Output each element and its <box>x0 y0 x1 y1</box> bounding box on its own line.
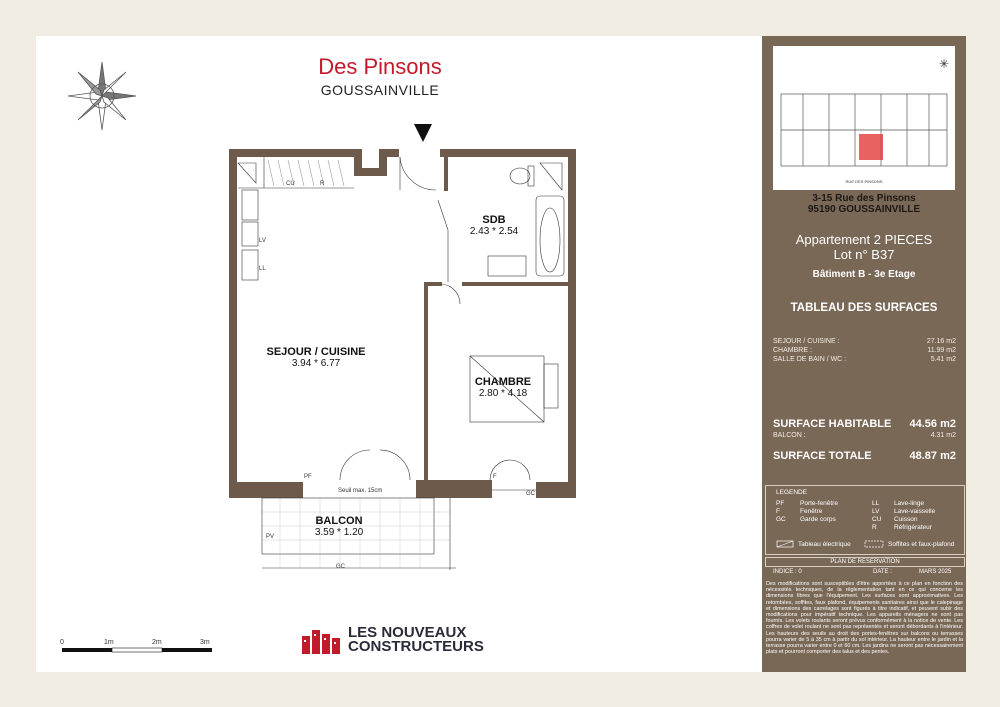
room-sejour-name: SEJOUR / CUISINE <box>266 346 366 358</box>
label-cu: CU <box>286 181 295 187</box>
residence-title: Des Pinsons <box>318 54 442 79</box>
surface-label: SEJOUR / CUISINE : <box>773 338 840 345</box>
legend-code: F <box>776 508 780 515</box>
legend-box <box>765 485 965 555</box>
room-sdb <box>466 214 522 237</box>
surface-value: 27.16 m2 <box>926 338 956 345</box>
scale-bar <box>62 648 212 652</box>
legend-code: PF <box>776 500 785 507</box>
totale-row <box>773 450 956 462</box>
date-value: MARS 2025 <box>919 569 952 575</box>
legend-code: LL <box>872 500 880 507</box>
totale-value: 48.87 m2 <box>909 450 956 462</box>
city-subtitle: GOUSSAINVILLE <box>320 82 440 98</box>
info-panel <box>762 36 966 672</box>
city-logo-icon <box>300 626 344 654</box>
legend-text: Cuisson <box>894 516 918 523</box>
legend-text: Lave-vaisselle <box>894 508 936 515</box>
legend-text: Réfrigérateur <box>894 524 932 531</box>
location-thumbnail <box>773 46 955 190</box>
logo-line1: LES NOUVEAUX <box>348 624 467 641</box>
building-floor: Bâtiment B - 3e Etage <box>812 269 916 280</box>
surface-row <box>773 347 956 354</box>
legend-text: Porte-fenêtre <box>800 500 838 507</box>
label-ll: LL <box>259 266 266 272</box>
legend-text: Garde corps <box>800 516 836 523</box>
svg-text:✳: ✳ <box>939 57 950 71</box>
room-balcon-dim: 3.59 * 1.20 <box>314 527 364 538</box>
address <box>762 193 966 215</box>
entrance-arrow-icon <box>414 124 432 142</box>
room-chambre-name: CHAMBRE <box>474 376 532 388</box>
logo-line2: CONSTRUCTEURS <box>348 638 484 655</box>
balcon-value: 4.31 m2 <box>930 432 956 439</box>
scale-2m: 2m <box>152 639 162 646</box>
surface-value: 5.41 m2 <box>930 356 956 363</box>
totale-label: SURFACE TOTALE <box>773 450 872 462</box>
habitable-value: 44.56 m2 <box>909 418 956 430</box>
room-sdb-name: SDB <box>482 214 506 226</box>
surface-label: CHAMBRE : <box>773 347 812 354</box>
room-sdb-dim: 2.43 * 2.54 <box>469 226 519 237</box>
surface-row <box>773 356 956 363</box>
address-line1: 3-15 Rue des Pinsons <box>812 193 916 204</box>
room-sejour-dim: 3.94 * 6.77 <box>291 358 341 369</box>
legend-code: R <box>872 524 877 531</box>
balcon-label: BALCON : <box>773 432 806 439</box>
room-balcon <box>310 515 368 538</box>
legend-soffites: Soffites et faux-plafond <box>888 541 955 548</box>
scale-1m: 1m <box>104 639 114 646</box>
label-gc-chambre: GC <box>526 491 535 497</box>
room-sejour <box>258 346 374 369</box>
address-line2: 95190 GOUSSAINVILLE <box>807 204 921 215</box>
surface-label: SALLE DE BAIN / WC : <box>773 356 847 363</box>
disclaimer-notes: Des modifications sont susceptibles d'être apportées à ce plan en fonction des nécessités techniques, de la réglementation tant en ce qui concerne les dimensions libres que l'équipement. Les surfaces sont approximatives. Les retombées, soffites, faux plafond, équipements sanitaires ainsi que le calepinage et dimensions des carrelages sont figurés à titre indicatif, et peuvent subir des modifications pour impératif technique. Les appareils ménagers ne sont pas fournis. Les volets roulants seront prévus conformément à la notice de vente. Les coffres de volet roulant ne sont pas représentés et seront débordants à l'intérieur. Les hauteurs des seuils au droit des portes-fenêtres sur balcons ou terrasses pourra varier de 5 à 35 cm à partir du sol intérieur. La hauteur entre le jardin et la terrasse pourra varier entre 0 et 60 cm. Les jardins ne seront pas nécessairement plats et pourront comporter des talus et des pentes. <box>766 581 963 656</box>
tableau-electrique-icon <box>776 540 794 548</box>
surface-value: 11.99 m2 <box>927 347 956 354</box>
room-balcon-name: BALCON <box>315 515 363 527</box>
date-label: DATE : <box>873 569 892 575</box>
habitable-label: SURFACE HABITABLE <box>773 418 892 430</box>
soffites-icon <box>864 540 884 548</box>
label-seuil: Seuil max. 15cm <box>338 488 383 494</box>
label-pv: PV <box>266 534 275 540</box>
indice: INDICE : 0 <box>773 569 802 575</box>
surface-row <box>773 338 956 345</box>
legend-text: Fenêtre <box>800 508 823 515</box>
room-chambre <box>468 376 538 399</box>
balcon-row <box>773 432 956 439</box>
label-gc-balcon: GC <box>336 564 345 570</box>
legend-title: LEGENDE <box>776 489 808 496</box>
apartment-info <box>762 232 966 262</box>
legend-text: Lave-linge <box>894 500 924 507</box>
reservation-label: PLAN DE RESERVATION <box>765 557 965 567</box>
legend-code: CU <box>872 516 882 523</box>
surfaces-table-title: TABLEAU DES SURFACES <box>790 302 938 314</box>
scale-3m: 3m <box>200 639 210 646</box>
company-logo <box>300 626 500 656</box>
legend-code: GC <box>776 516 786 523</box>
room-chambre-dim: 2.80 * 4.18 <box>478 388 528 399</box>
lot-number: Lot n° B37 <box>833 247 895 262</box>
indice-row <box>765 568 963 578</box>
habitable-row <box>773 418 956 430</box>
legend-tableau: Tableau électrique <box>798 541 851 548</box>
label-lv: LV <box>259 238 266 244</box>
thumb-caption: RUE DES PINSONS <box>845 179 883 184</box>
scale-0: 0 <box>60 639 64 646</box>
label-pf: PF <box>304 474 312 480</box>
apartment-type: Appartement 2 PIECES <box>795 232 933 247</box>
label-f: F <box>493 474 497 480</box>
label-r: R <box>320 181 325 187</box>
legend-code: LV <box>872 508 880 515</box>
